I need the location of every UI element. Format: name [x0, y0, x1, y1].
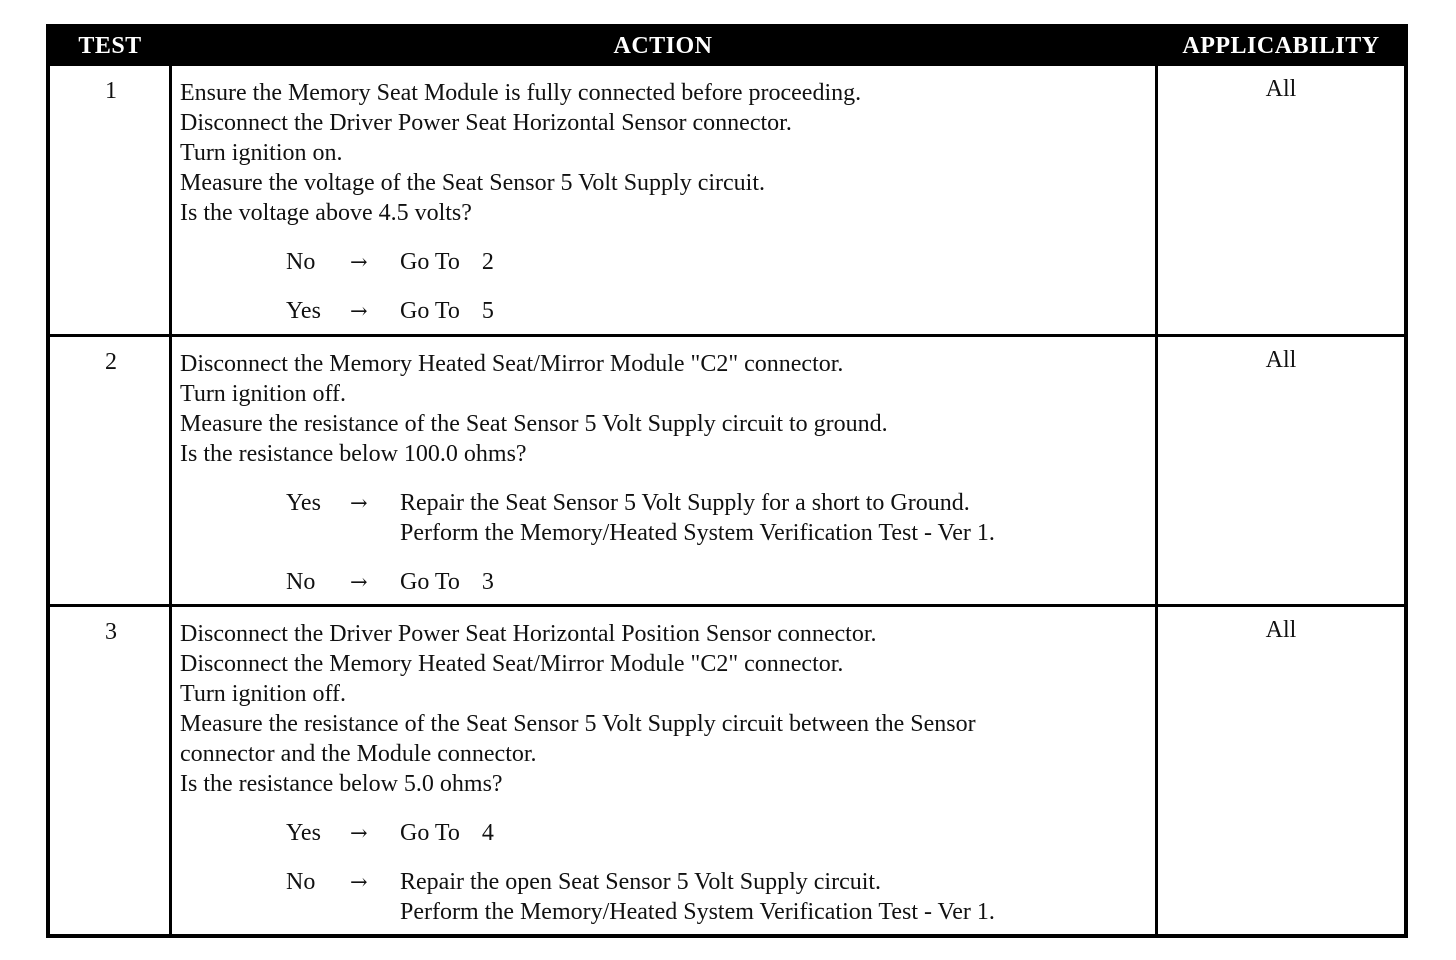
arrow-icon: →: [350, 870, 368, 894]
branch-result: [400, 567, 494, 597]
action-line: Ensure the Memory Seat Module is fully connected before proceeding.: [180, 80, 862, 106]
table-row: [50, 607, 1404, 934]
branch-answer: No: [286, 569, 316, 595]
action-line: Is the resistance below 5.0 ohms?: [180, 771, 503, 797]
test-number: 3: [105, 619, 117, 645]
branch-list: [180, 247, 1155, 326]
diagnostic-test-table: [46, 24, 1408, 938]
goto-target: 4: [481, 820, 494, 846]
branch-option: [180, 247, 1155, 277]
branch-result: [400, 296, 494, 326]
action-line: Disconnect the Memory Heated Seat/Mirror Module "C2" connector.: [180, 351, 844, 377]
branch-answer: No: [286, 249, 316, 275]
arrow-icon: →: [350, 491, 368, 515]
branch-result: [400, 818, 494, 848]
action-line: Turn ignition on.: [180, 140, 343, 166]
arrow-icon: →: [350, 821, 368, 845]
applicability-value: All: [1265, 617, 1297, 643]
branch-answer: No: [286, 869, 316, 895]
result-line: Repair the open Seat Sensor 5 Volt Supply circuit.: [400, 869, 882, 895]
applicability-value: All: [1265, 76, 1297, 102]
action-cell: [180, 619, 1155, 946]
branch-result: [400, 867, 995, 927]
table-header: [50, 28, 1404, 66]
goto-label: Go To: [400, 820, 460, 846]
result-line: Perform the Memory/Heated System Verification Test - Ver 1.: [400, 899, 995, 925]
action-line: Is the resistance below 100.0 ohms?: [180, 441, 527, 467]
action-line: Disconnect the Driver Power Seat Horizontal Position Sensor connector.: [180, 621, 877, 647]
table-row: [50, 337, 1404, 607]
result-line: Repair the Seat Sensor 5 Volt Supply for a short to Ground.: [400, 490, 970, 516]
header-test: TEST: [78, 33, 142, 59]
action-line: Measure the resistance of the Seat Sensor 5 Volt Supply circuit to ground.: [180, 411, 888, 437]
action-line: Measure the voltage of the Seat Sensor 5 Volt Supply circuit.: [180, 170, 766, 196]
action-line: Measure the resistance of the Seat Sensor 5 Volt Supply circuit between the Sensor: [180, 711, 976, 737]
branch-option: [180, 818, 1155, 848]
action-line: Is the voltage above 4.5 volts?: [180, 200, 472, 226]
header-applicability: APPLICABILITY: [1182, 33, 1380, 59]
branch-result: [400, 488, 995, 548]
arrow-icon: →: [350, 250, 368, 274]
goto-label: Go To: [400, 249, 460, 275]
goto-label: Go To: [400, 569, 460, 595]
action-line: Disconnect the Memory Heated Seat/Mirror Module "C2" connector.: [180, 651, 844, 677]
branch-option: [180, 867, 1155, 927]
action-line: Turn ignition off.: [180, 381, 347, 407]
goto-target: 2: [481, 249, 494, 275]
result-line: Perform the Memory/Heated System Verification Test - Ver 1.: [400, 520, 995, 546]
branch-answer: Yes: [286, 298, 321, 324]
action-cell: [180, 78, 1155, 345]
applicability-value: All: [1265, 347, 1297, 373]
branch-result: [400, 247, 494, 277]
arrow-icon: →: [350, 570, 368, 594]
branch-option: [180, 567, 1155, 597]
arrow-icon: →: [350, 299, 368, 323]
branch-list: [180, 818, 1155, 927]
action-line: connector and the Module connector.: [180, 741, 537, 767]
action-cell: [180, 349, 1155, 616]
test-number: 1: [105, 78, 117, 104]
goto-label: Go To: [400, 298, 460, 324]
branch-list: [180, 488, 1155, 597]
branch-option: [180, 296, 1155, 326]
test-number: 2: [105, 349, 117, 375]
branch-option: [180, 488, 1155, 548]
branch-answer: Yes: [286, 820, 321, 846]
header-action: ACTION: [613, 33, 713, 59]
table-row: [50, 66, 1404, 336]
action-line: Turn ignition off.: [180, 681, 347, 707]
goto-target: 3: [481, 569, 494, 595]
branch-answer: Yes: [286, 490, 321, 516]
action-line: Disconnect the Driver Power Seat Horizontal Sensor connector.: [180, 110, 792, 136]
goto-target: 5: [481, 298, 494, 324]
